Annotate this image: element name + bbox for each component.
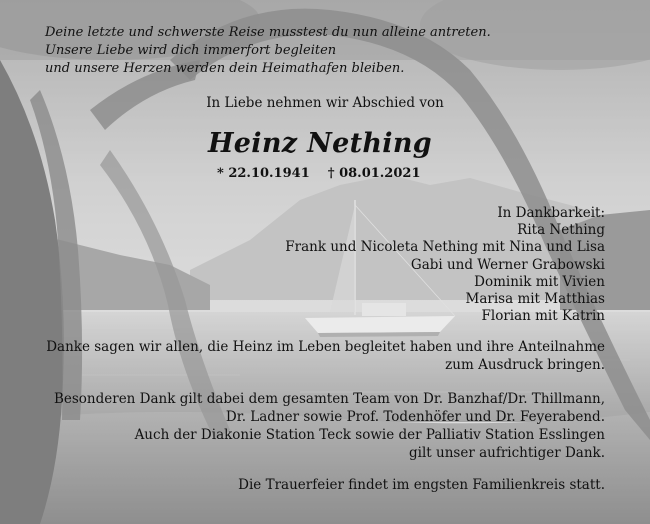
funeral-note [238,476,605,494]
mourner-name: Marisa mit Matthias [465,291,605,308]
mourners-heading: In Dankbarkeit: [497,205,605,221]
special-thanks [54,390,605,462]
special-thanks-line: Besonderen Dank gilt dabei dem gesamten Team von Dr. Banzhaf/Dr. Thillmann, [53,391,605,407]
life-dates [217,166,421,181]
general-thanks [46,338,605,374]
special-thanks-line: Dr. Ladner sowie Prof. Todenhöfer und Dr. Feyerabend. [225,409,605,425]
special-thanks-line: Auch der Diakonie Station Teck sowie der Palliativ Station Esslingen [134,427,605,443]
funeral-note-text: Die Trauerfeier findet im engsten Familienkreis statt. [238,477,605,493]
poem-line: Deine letzte und schwerste Reise musstest du nun alleine antreten. [45,25,491,40]
general-thanks-line: Danke sagen wir allen, die Heinz im Leben begleitet haben und ihre Anteilnahme [46,339,605,355]
deceased-name: Heinz Nething [208,128,432,159]
death-date: † 08.01.2021 [327,166,421,181]
poem-line: Unsere Liebe wird dich immerfort begleiten [45,43,337,58]
mourner-name: Florian mit Katrin [481,308,605,325]
poem [45,24,491,78]
mourner-name: Gabi und Werner Grabowski [410,256,605,273]
mourner-name: Frank und Nicoleta Nething mit Nina und Lisa [285,239,605,256]
farewell-intro-text: In Liebe nehmen wir Abschied von [206,95,444,111]
mourners-list [285,205,605,325]
special-thanks-line: gilt unser aufrichtiger Dank. [409,445,605,461]
farewell-intro [0,95,650,111]
birth-date: * 22.10.1941 [217,166,310,181]
mourner-name: Dominik mit Vivien [474,273,605,290]
poem-line: und unsere Herzen werden dein Heimathafen bleiben. [45,61,405,76]
mourner-name: Rita Nething [517,222,605,239]
general-thanks-line: zum Ausdruck bringen. [445,357,605,373]
